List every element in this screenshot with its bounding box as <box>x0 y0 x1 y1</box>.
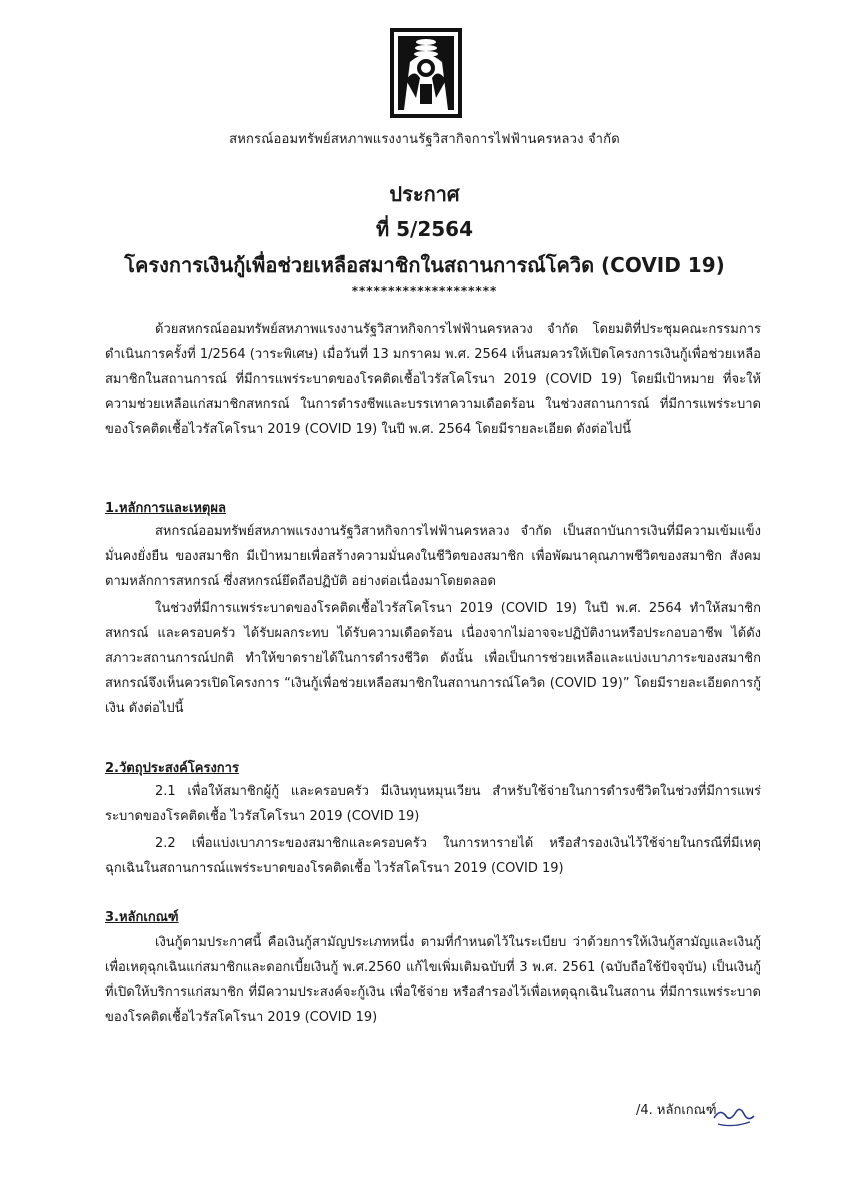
objective-item-2-1: 2.1 เพื่อให้สมาชิกผู้กู้ และครอบครัว มีเงินทุนหมุนเวียน สำหรับใช้จ่ายในการดำรงชีวิตในช่วงที่มีการแพร่ระบาดของโรคติดเชื้อ ไวรัสโคโรนา 2019 (COVID 19) <box>105 784 761 824</box>
announcement-subject: โครงการเงินกู้เพื่อช่วยเหลือสมาชิกในสถานการณ์โควิด (COVID 19) <box>124 253 725 277</box>
objective-item-2-2: 2.2 เพื่อแบ่งเบาภาระของสมาชิกและครอบครัว ในการหารายได้ หรือสำรองเงินไว้ใช้จ่ายในกรณีที่มีเหตุฉุกเฉินในสถานการณ์แพร่ระบาดของโรคติดเชื้อ ไวรัสโคโรนา 2019 (COVID 19) <box>105 836 761 876</box>
announcement-number: ที่ 5/2564 <box>375 217 474 241</box>
next-page-reference: /4. หลักเกณฑ์ <box>636 1103 717 1118</box>
section-heading-objectives: 2.วัตถุประสงค์โครงการ <box>105 761 239 776</box>
title-separator: ******************** <box>351 284 498 298</box>
section-heading-rationale: 1.หลักการและเหตุผล <box>105 501 226 516</box>
rationale-paragraph-2: ในช่วงที่มีการแพร่ระบาดของโรคติดเชื้อไวรัสโคโรนา 2019 (COVID 19) ในปี พ.ศ. 2564 ทำให้สมาชิกสหกรณ์ และครอบครัว ได้รับผลกระทบ ได้รับความเดือดร้อน เนื่องจากไม่อาจจะปฏิบัติงานหรือประกอบอาชีพ ได้ดังสภาวะสถานการณ์ปกติ ทำให้ขาดรายได้ในการดำรงชีวิต ดังนั้น เพื่อเป็นการช่วยเหลือและแบ่งเบาภาระของสมาชิก สหกรณ์จึงเห็นควรเปิดโครงการ “เงินกู้เพื่อช่วยเหลือสมาชิกในสถานการณ์โควิด (COVID 19)” โดยมีรายละเอียดการกู้เงิน ดังต่อไปนี้ <box>105 601 761 716</box>
rationale-paragraph-1: สหกรณ์ออมทรัพย์สหภาพแรงงานรัฐวิสาหกิจการไฟฟ้านครหลวง จำกัด เป็นสถาบันการเงินที่มีความเข้มแข็ง มั่นคงยั่งยืน ของสมาชิก มีเป้าหมายเพื่อสร้างความมั่นคงในชีวิตของสมาชิก เพื่อพัฒนาคุณภาพชีวิตของสมาชิก สังคม ตามหลักการสหกรณ์ ซึ่งสหกรณ์ยึดถือปฏิบัติ อย่างต่อเนื่องมาโดยตลอด <box>105 524 761 589</box>
cooperative-logo <box>390 28 462 118</box>
announcement-title: ประกาศ <box>389 182 460 206</box>
organization-name: สหกรณ์ออมทรัพย์สหภาพแรงงานรัฐวิสากิจการไฟฟ้านครหลวง จำกัด <box>229 132 620 147</box>
intro-paragraph: ด้วยสหกรณ์ออมทรัพย์สหภาพแรงงานรัฐวิสาหกิจการไฟฟ้านครหลวง จำกัด โดยมติที่ประชุมคณะกรรมการดำเนินการครั้งที่ 1/2564 (วาระพิเศษ) เมื่อวันที่ 13 มกราคม พ.ศ. 2564 เห็นสมควรให้เปิดโครงการเงินกู้เพื่อช่วยเหลือสมาชิกในสถานการณ์ ที่มีการแพร่ระบาดของโรคติดเชื้อไวรัสโคโรนา 2019 (COVID 19) โดยมีเป้าหมาย ที่จะให้ความช่วยเหลือแก่สมาชิกสหกรณ์ ในการดำรงชีพและบรรเทาความเดือดร้อน ในช่วงสถานการณ์ ที่มีการแพร่ระบาดของโรคติดเชื้อไวรัสโคโรนา 2019 (COVID 19) ในปี พ.ศ. 2564 โดยมีรายละเอียด ดังต่อไปนี้ <box>105 322 761 437</box>
section-heading-criteria: 3.หลักเกณฑ์ <box>105 910 179 925</box>
criteria-paragraph: เงินกู้ตามประกาศนี้ คือเงินกู้สามัญประเภทหนึ่ง ตามที่กำหนดไว้ในระเบียบ ว่าด้วยการให้เงินกู้สามัญและเงินกู้เพื่อเหตุฉุกเฉินแก่สมาชิกและดอกเบี้ยเงินกู้ พ.ศ.2560 แก้ไขเพิ่มเติมฉบับที่ 3 พ.ศ. 2561 (ฉบับถือใช้ปัจจุบัน) เป็นเงินกู้ที่เปิดให้บริการแก่สมาชิก ที่มีความประสงค์จะกู้เงิน เพื่อใช้จ่าย หรือสำรองไว้เพื่อเหตุฉุกเฉินในสถาน ที่มีการแพร่ระบาดของโรคติดเชื้อไวรัสโคโรนา 2019 (COVID 19) <box>105 935 761 1025</box>
initial-signature <box>708 1100 758 1130</box>
